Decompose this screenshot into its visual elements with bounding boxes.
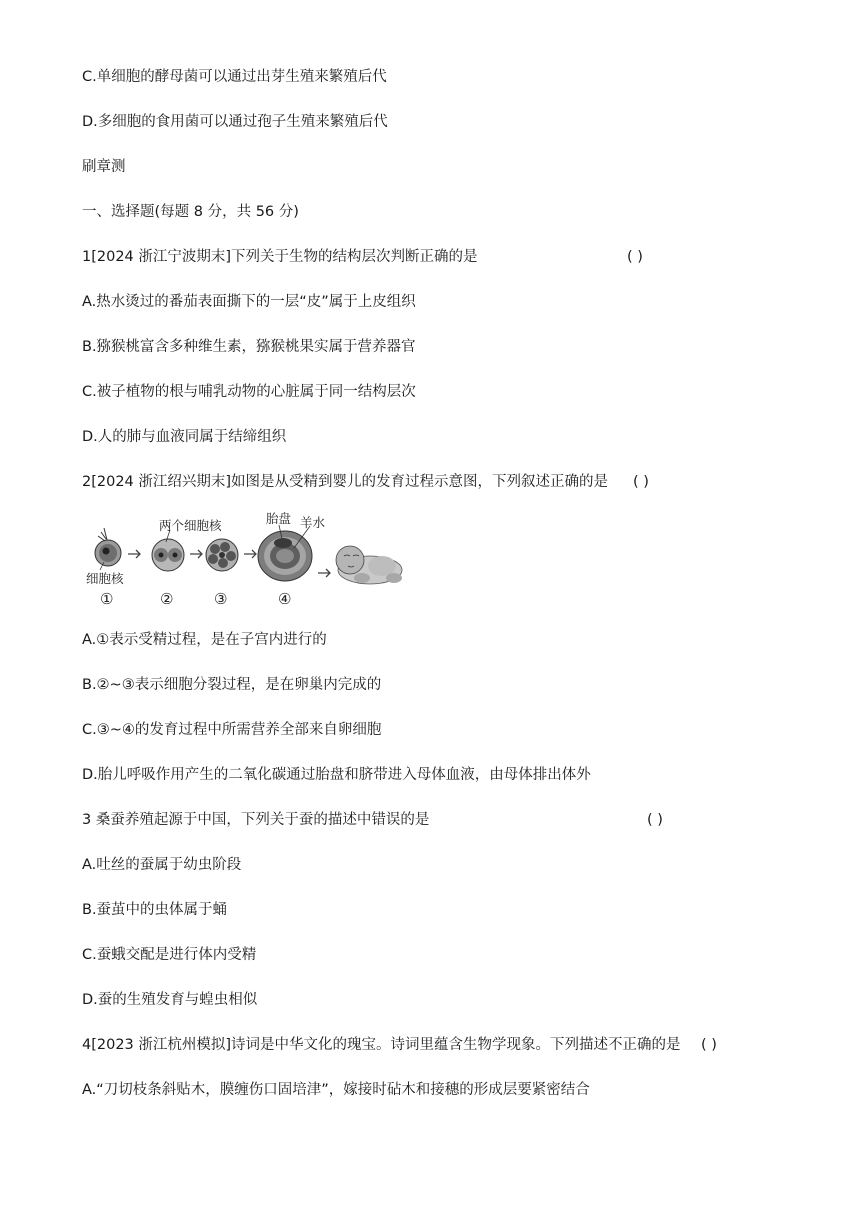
zygote-illustration <box>95 528 121 570</box>
two-cell-illustration <box>152 530 184 571</box>
question-1-option-c: C.被子植物的根与哺乳动物的心脏属于同一结构层次 <box>82 384 416 400</box>
question-2-option-a: A.①表示受精过程，是在子宫内进行的 <box>82 632 327 648</box>
step-2-label: ② <box>160 590 174 608</box>
morula-illustration <box>206 539 238 571</box>
step-4-label: ④ <box>278 590 292 608</box>
label-amniotic-fluid: 羊水 <box>300 515 326 530</box>
prev-option-d: D.多细胞的食用菌可以通过孢子生殖来繁殖后代 <box>82 114 388 130</box>
question-2-option-c: C.③~④的发育过程中所需营养全部来自卵细胞 <box>82 722 382 738</box>
baby-illustration <box>336 546 402 584</box>
question-1-answer-paren: ( ) <box>627 249 643 265</box>
arrow-icon <box>318 569 330 577</box>
section-title: 一、选择题(每题 8 分，共 56 分) <box>82 204 299 220</box>
prev-option-c: C.单细胞的酵母菌可以通过出芽生殖来繁殖后代 <box>82 69 387 85</box>
question-4-answer-paren: ( ) <box>701 1037 717 1053</box>
question-3-option-b: B.蚕茧中的虫体属于蛹 <box>82 902 228 918</box>
label-placenta: 胎盘 <box>266 511 292 526</box>
step-3-label: ③ <box>214 590 228 608</box>
question-2-stem: 2[2024 浙江绍兴期末]如图是从受精到婴儿的发育过程示意图，下列叙述正确的是 <box>82 474 609 490</box>
arrow-icon <box>244 550 256 558</box>
question-2-option-d: D.胎儿呼吸作用产生的二氧化碳通过胎盘和脐带进入母体血液，由母体排出体外 <box>82 767 591 783</box>
question-3-option-d: D.蚕的生殖发育与蝗虫相似 <box>82 992 258 1008</box>
step-1-label: ① <box>100 590 114 608</box>
question-1-option-a: A.热水烫过的番茄表面撕下的一层“皮”属于上皮组织 <box>82 294 416 310</box>
chapter-test-heading: 刷章测 <box>82 159 126 175</box>
question-3-answer-paren: ( ) <box>647 812 663 828</box>
embryo-illustration <box>258 525 312 581</box>
arrow-icon <box>190 550 202 558</box>
development-diagram <box>82 508 412 608</box>
question-1-stem: 1[2024 浙江宁波期末]下列关于生物的结构层次判断正确的是 <box>82 249 478 265</box>
question-3-option-c: C.蚕蛾交配是进行体内受精 <box>82 947 257 963</box>
question-2-answer-paren: ( ) <box>633 474 649 490</box>
question-3-stem: 3 桑蚕养殖起源于中国，下列关于蚕的描述中错误的是 <box>82 812 430 828</box>
question-3-option-a: A.吐丝的蚕属于幼虫阶段 <box>82 857 242 873</box>
question-4-stem: 4[2023 浙江杭州模拟]诗词是中华文化的瑰宝。诗词里蕴含生物学现象。下列描述不正确的是 <box>82 1037 681 1053</box>
question-4-option-a: A.“刀切枝条斜贴木，膜缠伤口固培津”，嫁接时砧木和接穗的形成层要紧密结合 <box>82 1082 590 1098</box>
development-diagram-svg <box>82 508 412 608</box>
question-1-option-d: D.人的肺与血液同属于结缔组织 <box>82 429 287 445</box>
question-1-option-b: B.猕猴桃富含多种维生素，猕猴桃果实属于营养器官 <box>82 339 416 355</box>
label-nucleus: 细胞核 <box>86 571 124 586</box>
label-two-nuclei: 两个细胞核 <box>159 518 222 533</box>
question-2-option-b: B.②~③表示细胞分裂过程，是在卵巢内完成的 <box>82 677 382 693</box>
arrow-icon <box>128 550 140 558</box>
